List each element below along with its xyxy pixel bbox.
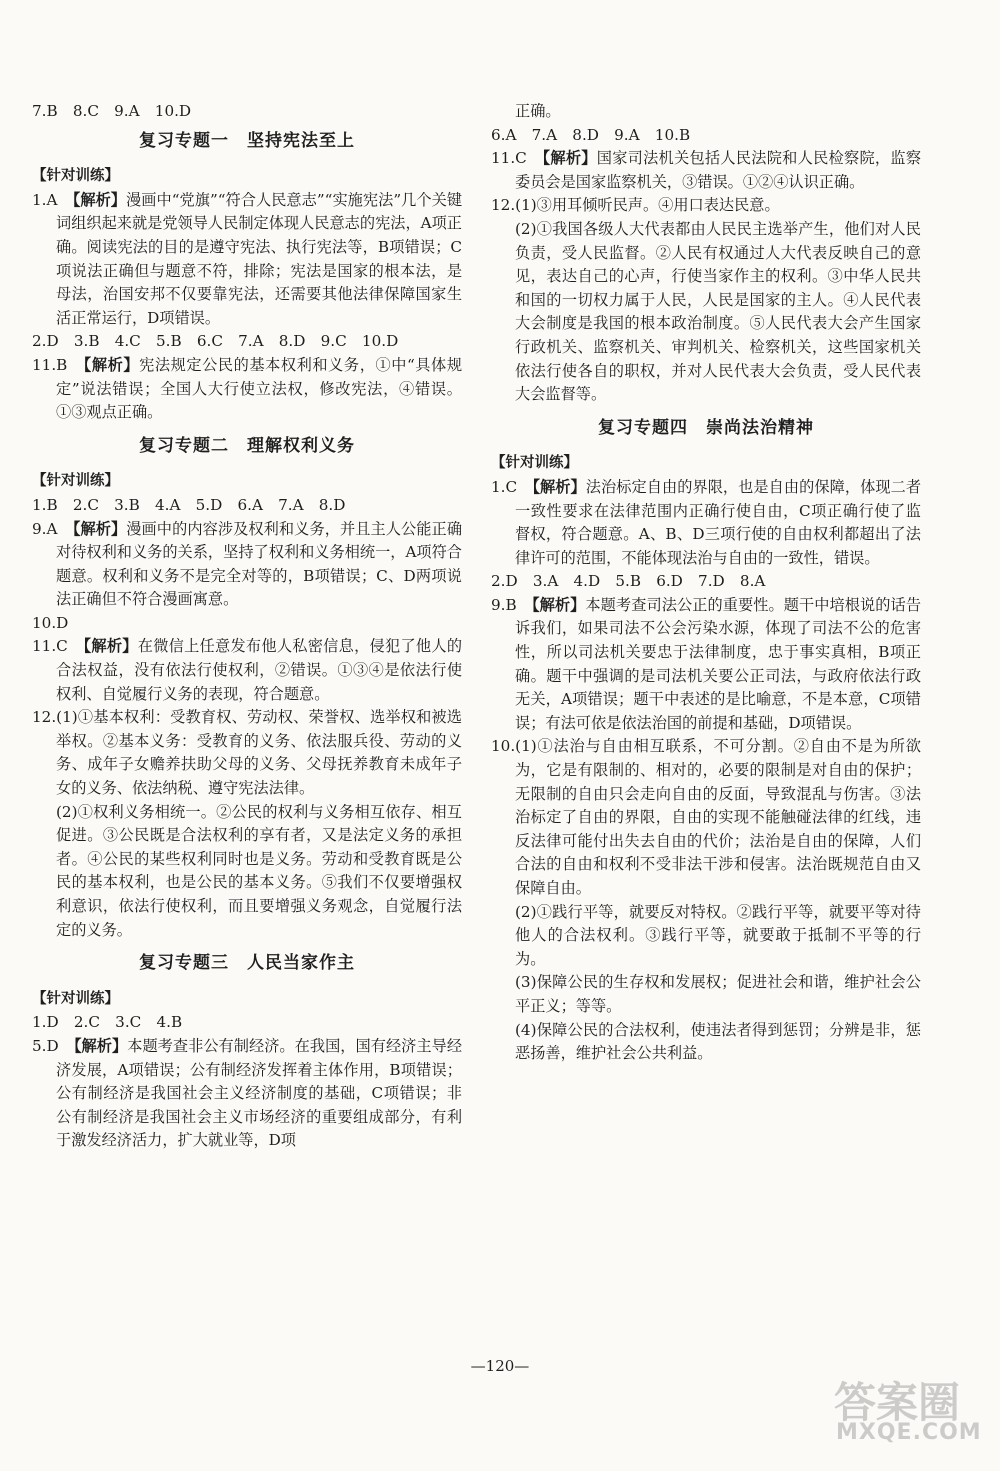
- watermark-bottom-text: MXQE.COM: [836, 1420, 982, 1445]
- answer-item-1-1: 1.A 【解析】漫画中“党旗”“符合人民意志”“实施宪法”几个关键词组织起来就是党领导人民制定体现人民意志的宪法，A项正确。阅读宪法的目的是遵守宪法、执行宪法等，B项错误；C项说法正确但与题意不符，排除；宪法是国家的根本法，是母法，治国安邦不仅要靠宪法，还需要其他法律保障国家生活正常运行，D项错误。: [32, 190, 463, 327]
- section-title-3: 复习专题三 人民当家作主: [139, 953, 355, 974]
- subheading-training-4: 【针对训练】: [491, 455, 578, 472]
- section-title-1: 复习专题一 坚持宪法至上: [139, 130, 355, 151]
- answer-item-2-9: 9.A 【解析】漫画中的内容涉及权利和义务，并且主人公能正确对待权利和义务的关系，坚持了权利和义务相统一，A项符合题意。权利和义务不是完全对等的，B项错误；C、D两项说法正确但不符合漫画寓意。: [32, 519, 463, 609]
- top-answers: 7.B 8.C 9.A 10.D: [32, 102, 192, 120]
- answer-row-4-2: 2.D 3.A 4.D 5.B 6.D 7.D 8.A: [491, 572, 766, 591]
- answer-row-3-6: 6.A 7.A 8.D 9.A 10.B: [491, 125, 691, 144]
- subheading-training-1: 【针对训练】: [32, 168, 119, 185]
- answer-row-3-1: 1.D 2.C 3.C 4.B: [32, 1013, 183, 1032]
- subheading-training-3: 【针对训练】: [32, 990, 119, 1007]
- answer-item-4-9: 9.B 【解析】本题考查司法公正的重要性。题干中培根说的话告诉我们，如果司法不公会污染水源，体现了司法不公的危害性，所以司法机关要忠于法律制度，忠于事实真相，B项正确。题干中强调的是司法机关要公正司法，与政府依法行政无关，A项错误；题干中表述的是比喻意，不是本意，C项错误；有法可依是依法治国的前提和基础，D项错误。: [491, 595, 922, 732]
- answer-item-4-10-part4: (4)保障公民的合法权利，使违法者得到惩罚；分辨是非，惩恶扬善，维护社会公共利益。: [515, 1020, 921, 1063]
- answer-item-2-12: 12.(1)①基本权利：受教育权、劳动权、荣誉权、选举权和被选举权。②基本义务：受教育的义务、依法服兵役、劳动的义务、成年子女赡养扶助父母的义务、父母抚养教育未成年子女的义务、依法纳税、遵守宪法法律。: [32, 708, 462, 798]
- answer-row-1-2: 2.D 3.B 4.C 5.B 6.C 7.A 8.D 9.C 10.D: [32, 332, 399, 351]
- answer-row-2-1: 1.B 2.C 3.B 4.A 5.D 6.A 7.A 8.D: [32, 495, 346, 514]
- answer-item-3-12: 12.(1)③用耳倾听民声。④用口表达民意。: [491, 196, 780, 215]
- continued-text: 正确。: [515, 102, 561, 120]
- answer-item-4-1: 1.C 【解析】法治标定自由的界限，也是自由的保障，体现二者一致性要求在法律范围内正确行使自由，C项正确行使了监督权，符合题意。A、B、D三项行使的自由权利都超出了法律许可的范围，不能体现法治与自由的一致性，错误。: [491, 477, 922, 567]
- answer-item-4-10-part2: (2)①践行平等，就要反对特权。②践行平等，就要平等对待他人的合法权利。③践行平等，就要敢于抵制不平等的行为。: [515, 902, 921, 968]
- answer-item-3-5: 5.D 【解析】本题考查非公有制经济。在我国，国有经济主导经济发展，A项错误；公有制经济发挥着主体作用，B项错误；公有制经济是我国社会主义经济制度的基础，C项错误；非公有制经济是我国社会主义市场经济的重要组成部分，有利于激发经济活力，扩大就业等，D项: [32, 1036, 463, 1150]
- left-column: [32, 100, 462, 1153]
- answer-item-1-11: 11.B 【解析】宪法规定公民的基本权利和义务，①中“具体规定”说法错误；全国人大行使立法权，修改宪法，④错误。①③观点正确。: [32, 355, 463, 422]
- answer-item-2-11: 11.C 【解析】在微信上任意发布他人私密信息，侵犯了他人的合法权益，没有依法行使权利，②错误。①③④是依法行使权利、自觉履行义务的表现，符合题意。: [32, 637, 463, 703]
- section-title-4: 复习专题四 崇尚法治精神: [598, 417, 814, 438]
- answer-item-2-10: 10.D: [32, 613, 69, 632]
- answer-item-4-10-part3: (3)保障公民的生存权和发展权；促进社会和谐，维护社会公平正义；等等。: [515, 973, 921, 1015]
- watermark-logo: [834, 1370, 982, 1450]
- subheading-training-2: 【针对训练】: [32, 473, 119, 490]
- answer-item-4-10: 10.(1)①法治与自由相互联系，不可分割。②自由不是为所欲为，它是有限制的、相对的，必要的限制是对自由的保护；无限制的自由只会走向自由的反面，导致混乱与伤害。③法治标定了自由的界限，自由的实现不能触碰法律的红线，违反法律可能付出失去自由的代价；法治是自由的保障，人们合法的自由和权利不受非法干涉和侵害。法治既规范自由又保障自由。: [491, 737, 921, 897]
- section-title-2: 复习专题二 理解权利义务: [139, 435, 355, 456]
- page-number: —120—: [470, 1357, 530, 1375]
- answer-item-3-11: 11.C 【解析】国家司法机关包括人民法院和人民检察院，监察委员会是国家监察机关，③错误。①②④认识正确。: [491, 149, 922, 191]
- right-column: [491, 100, 921, 1066]
- watermark-top-text: 答案圈: [834, 1378, 961, 1427]
- answer-item-3-12-part2: (2)①我国各级人大代表都由人民民主选举产生，他们对人民负责，受人民监督。②人民有权通过人大代表反映自己的意见，表达自己的心声，行使当家作主的权利。③中华人民共和国的一切权力属于人民，人民是国家的主人。④人民代表大会制度是我国的根本政治制度。⑤人民代表大会产生国家行政机关、监察机关、审判机关、检察机关，这些国家机关依法行使各自的职权，并对人民代表大会负责，受人民代表大会监督等。: [515, 219, 921, 404]
- answer-item-2-12-part2: (2)①权利义务相统一。②公民的权利与义务相互依存、相互促进。③公民既是合法权利的享有者，又是法定义务的承担者。④公民的某些权利同时也是义务。劳动和受教育既是公民的基本权利，也是公民的基本义务。⑤我们不仅要增强权利意识，依法行使权利，而且要增强义务观念，自觉履行法定的义务。: [56, 802, 462, 939]
